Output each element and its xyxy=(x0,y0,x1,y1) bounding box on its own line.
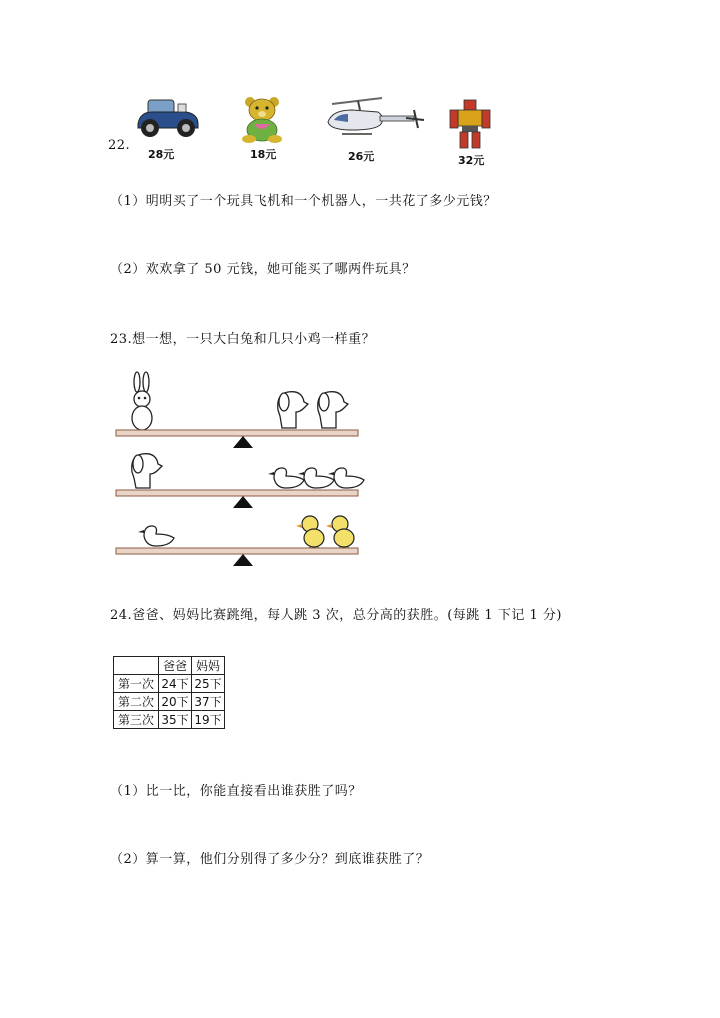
toy-car-price: 28元 xyxy=(148,148,175,161)
toy-bear-icon xyxy=(240,94,284,144)
chick-icon xyxy=(296,516,324,552)
scale-1 xyxy=(116,372,358,448)
table-cell: 24下 xyxy=(159,675,192,693)
toy-robot-price: 32元 xyxy=(458,154,485,167)
toy-helicopter-price: 26元 xyxy=(348,150,375,163)
table-cell: 19下 xyxy=(192,711,225,729)
chick-icon xyxy=(326,516,354,552)
toy-car-icon xyxy=(134,94,202,142)
question-24-text: 24.爸爸、妈妈比赛跳绳，每人跳 3 次，总分高的获胜。(每跳 1 下记 1 分) xyxy=(110,608,562,623)
table-header-cell: 妈妈 xyxy=(192,657,225,675)
table-header-cell: 爸爸 xyxy=(159,657,192,675)
table-cell: 25下 xyxy=(192,675,225,693)
question-24-sub1: （1）比一比，你能直接看出谁获胜了吗？ xyxy=(110,784,362,799)
table-cell: 第三次 xyxy=(114,711,159,729)
question-22-sub2: （2）欢欢拿了 50 元钱，她可能买了哪两件玩具？ xyxy=(110,262,416,277)
table-cell: 35下 xyxy=(159,711,192,729)
duck-icon xyxy=(328,468,364,488)
balance-scales-illustration xyxy=(110,372,370,568)
dog-icon xyxy=(132,454,162,488)
question-23-text: 23.想一想，一只大白兔和几只小鸡一样重？ xyxy=(110,332,376,347)
question-24-sub2: （2）算一算，他们分别得了多少分？到底谁获胜了？ xyxy=(110,852,430,867)
jump-rope-score-table xyxy=(113,656,225,729)
question-22-number: 22. xyxy=(108,138,131,153)
table-header-cell xyxy=(114,657,159,675)
table-row xyxy=(114,675,225,693)
scale-2 xyxy=(116,454,364,508)
toy-bear-price: 18元 xyxy=(250,148,277,161)
toy-robot-icon xyxy=(448,98,492,150)
duck-icon xyxy=(268,468,304,488)
table-header-row xyxy=(114,657,225,675)
table-row xyxy=(114,711,225,729)
duck-icon xyxy=(298,468,334,488)
table-cell: 20下 xyxy=(159,693,192,711)
table-cell: 37下 xyxy=(192,693,225,711)
dog-icon xyxy=(278,392,308,428)
toy-helicopter-icon xyxy=(322,96,426,142)
table-cell: 第二次 xyxy=(114,693,159,711)
duck-icon xyxy=(138,526,174,546)
question-22-sub1: （1）明明买了一个玩具飞机和一个机器人，一共花了多少元钱？ xyxy=(110,194,497,209)
rabbit-icon xyxy=(132,372,152,430)
scale-3 xyxy=(116,516,358,566)
table-cell: 第一次 xyxy=(114,675,159,693)
dog-icon xyxy=(318,392,348,428)
table-row xyxy=(114,693,225,711)
